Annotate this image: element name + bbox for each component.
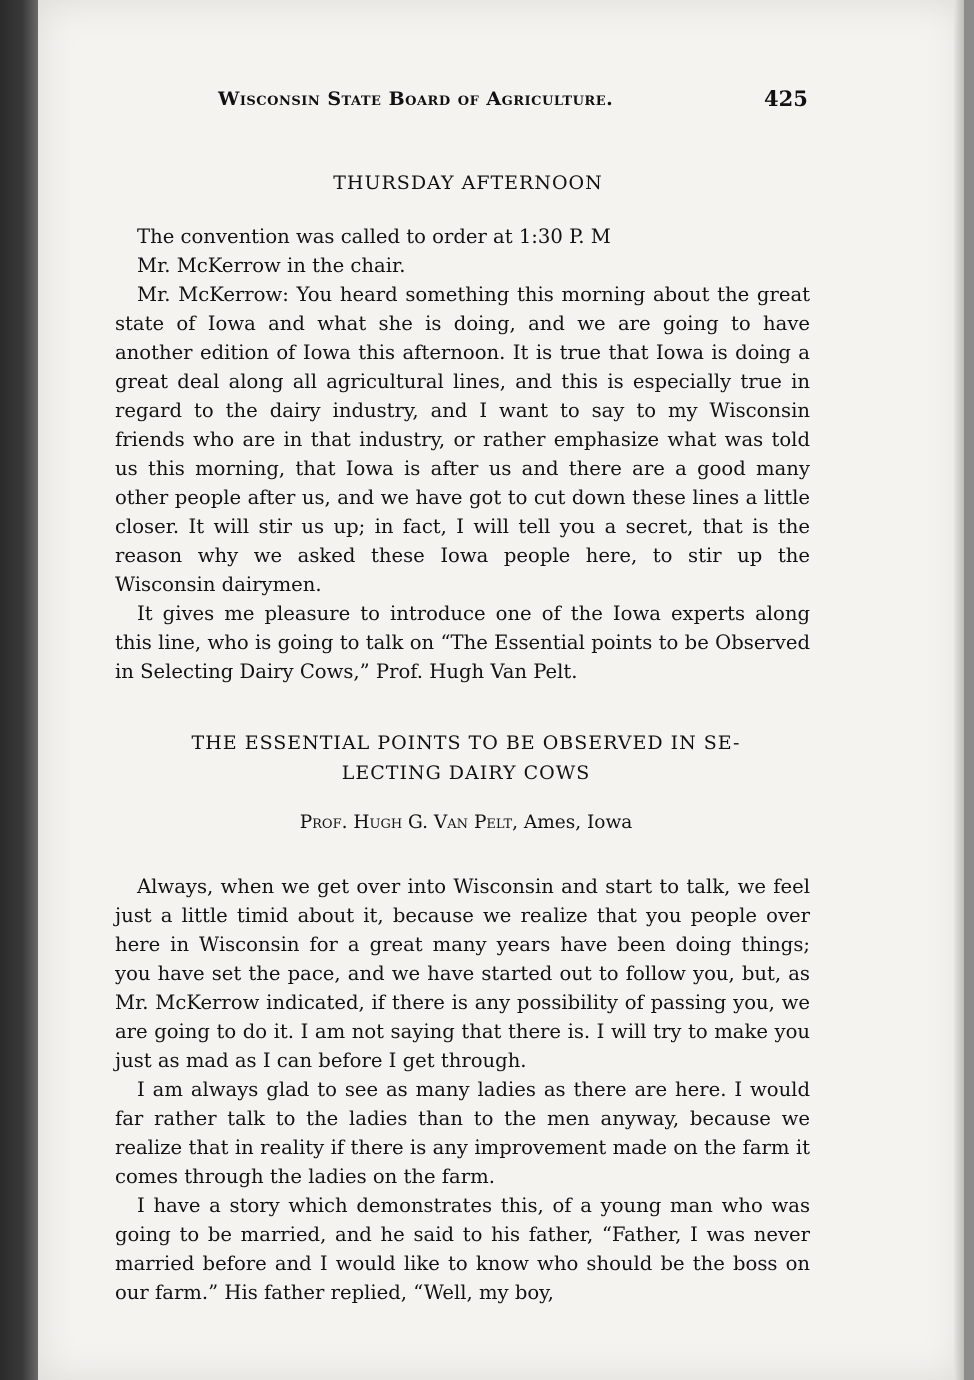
paragraph-chair: Mr. McKerrow in the chair. [137, 254, 406, 277]
page-right-edge [954, 0, 964, 1380]
paragraph-story: I have a story which demonstrates this, of a young man who was going to be married, and he said to his father, “Father, I was never married before and I would like to know who should be the boss on our farm.” His father replied, “Well, my boy, [115, 1194, 810, 1304]
paragraph-mckerrow-remarks: Mr. McKerrow: You heard something this morning about the great state of Iowa and what she is doing, and we are going to have another edition of Iowa this afternoon. It is true that Iowa is doing a great deal along all agricultural lines, and this is especially true in regard to the dairy industry, and I want to say to my Wisconsin friends who are in that industry, or rather emphasize what was told us this morning, that Iowa is after us and there are a good many other people after us, and we have got to cut down these lines a little closer. It will stir us up; in fact, I will tell you a secret, that is the reason why we asked these Iowa people here, to stir up the Wisconsin dairymen. [115, 283, 810, 596]
book-gutter [0, 0, 38, 1380]
section2-heading-line2: LECTING DAIRY COWS [341, 762, 591, 784]
section-heading-thursday-afternoon: THURSDAY AFTERNOON [333, 172, 603, 194]
paragraph-ladies: I am always glad to see as many ladies as there are here. I would far rather talk to the ladies than to the men anyway, because we realize that in reality if there is any improvement made on the farm it comes through the ladies on the farm. [115, 1078, 810, 1188]
section2-body [115, 872, 810, 1307]
byline [116, 812, 816, 833]
page-number: 425 [764, 86, 808, 111]
running-head-title: Wisconsin State Board of Agriculture. [218, 88, 614, 110]
book-page [38, 0, 964, 1380]
byline-location: Ames, Iowa [523, 812, 633, 833]
paragraph-always-when: Always, when we get over into Wisconsin and start to talk, we feel just a little timid about it, because we realize that you people over here in Wisconsin for a great many years have been doing things; you have set the pace, and we have started out to follow you, but, as Mr. McKerrow indicated, if there is any possibility of passing you, we are going to do it. I am not saying that there is. I will try to make you just as mad as I can before I get through. [115, 875, 810, 1072]
section2-heading-line1: THE ESSENTIAL POINTS TO BE OBSERVED IN SE- [191, 732, 741, 754]
section1-body [115, 222, 810, 686]
section2-heading [116, 728, 816, 788]
paragraph-introduction: It gives me pleasure to introduce one of the Iowa experts along this line, who is going to talk on “The Essential points to be Observed in Selecting Dairy Cows,” Prof. Hugh Van Pelt. [115, 602, 810, 683]
paragraph-call-to-order: The convention was called to order at 1:30 P. M [137, 225, 611, 248]
byline-name: Prof. Hugh G. Van Pelt, [299, 812, 518, 833]
